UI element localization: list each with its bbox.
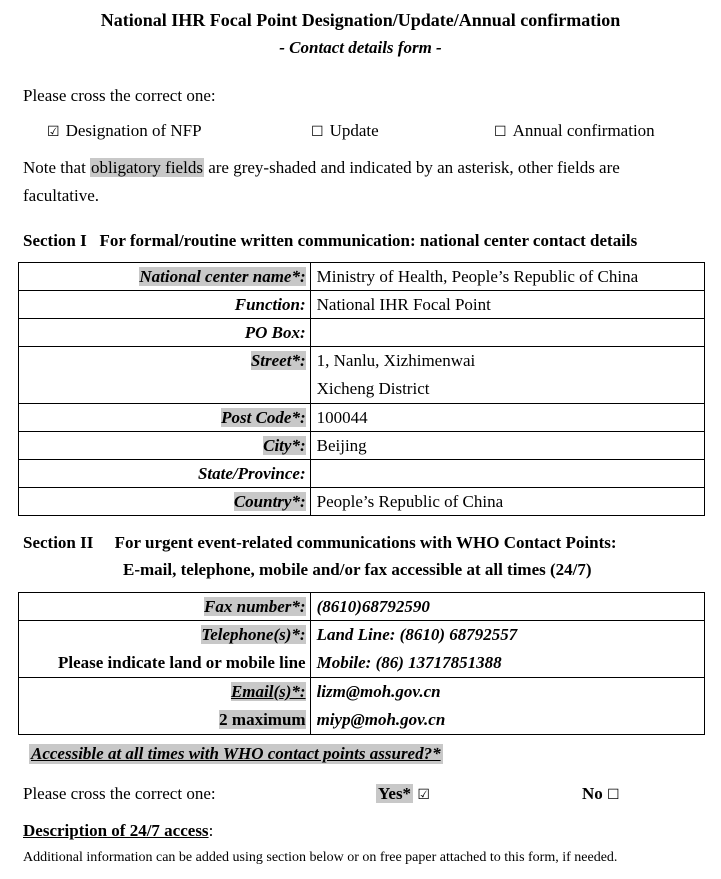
unchecked-box-icon[interactable]: ☐ bbox=[494, 124, 507, 140]
additional-info: Additional information can be added using section below or on free paper attached to this form, if needed. bbox=[23, 850, 618, 865]
field-value[interactable] bbox=[310, 460, 704, 488]
field-label: Street*: bbox=[250, 351, 306, 370]
field-label: State/Province: bbox=[197, 463, 306, 483]
telephone-value[interactable] bbox=[310, 621, 704, 678]
table-row bbox=[19, 460, 705, 488]
section1-table bbox=[18, 262, 705, 516]
yes-option[interactable] bbox=[376, 784, 436, 804]
description-label: Description of 24/7 access bbox=[23, 821, 209, 840]
email-value-2: miyp@moh.gov.cn bbox=[316, 710, 446, 729]
table-row bbox=[19, 678, 705, 735]
field-label: Function: bbox=[234, 294, 306, 314]
access-cross-prompt: Please cross the correct one: bbox=[23, 784, 216, 803]
field-label: Post Code*: bbox=[221, 407, 306, 427]
option-label: Update bbox=[329, 121, 379, 140]
street-line-2: Xicheng District bbox=[316, 379, 430, 398]
checked-box-icon[interactable]: ☑ bbox=[417, 787, 430, 803]
table-row bbox=[19, 404, 705, 432]
option-update[interactable] bbox=[311, 121, 379, 141]
note-shaded-text: obligatory fields bbox=[91, 158, 203, 177]
option-annual[interactable] bbox=[494, 121, 655, 141]
no-option[interactable] bbox=[582, 784, 626, 804]
note-line bbox=[23, 158, 620, 178]
field-value[interactable] bbox=[310, 319, 704, 347]
field-label: Country*: bbox=[233, 491, 306, 511]
option-designation[interactable] bbox=[47, 121, 202, 141]
field-value[interactable]: National IHR Focal Point bbox=[310, 291, 704, 319]
field-value[interactable]: Beijing bbox=[310, 432, 704, 460]
table-row bbox=[19, 319, 705, 347]
field-value[interactable] bbox=[310, 347, 704, 404]
table-row bbox=[19, 263, 705, 291]
table-row bbox=[19, 621, 705, 678]
field-value[interactable]: People’s Republic of China bbox=[310, 488, 704, 516]
description-colon: : bbox=[208, 821, 214, 840]
section2-table bbox=[18, 592, 705, 735]
note-text: are grey-shaded and indicated by an asterisk, other fields are bbox=[203, 158, 620, 177]
table-row bbox=[19, 488, 705, 516]
table-row bbox=[19, 432, 705, 460]
no-label: No bbox=[582, 784, 603, 803]
unchecked-box-icon[interactable]: ☐ bbox=[311, 124, 324, 140]
yes-label: Yes* bbox=[378, 784, 412, 803]
table-row bbox=[19, 347, 705, 404]
email-hint: 2 maximum bbox=[219, 710, 306, 729]
field-label: Telephone(s)*: bbox=[201, 625, 306, 644]
option-label: Annual confirmation bbox=[512, 121, 655, 140]
table-row bbox=[19, 593, 705, 621]
section2-subheading: E-mail, telephone, mobile and/or fax accessible at all times (24/7) bbox=[123, 560, 592, 579]
telephone-hint: Please indicate land or mobile line bbox=[57, 653, 306, 672]
checked-box-icon[interactable]: ☑ bbox=[47, 124, 60, 140]
section1-heading: Section I For formal/routine written communication: national center contact details bbox=[23, 231, 638, 250]
table-row bbox=[19, 291, 705, 319]
section2-heading: Section II For urgent event-related communications with WHO Contact Points: bbox=[23, 533, 617, 552]
description-heading bbox=[23, 821, 213, 841]
field-label: National center name*: bbox=[139, 266, 306, 286]
field-value[interactable]: Ministry of Health, People’s Republic of China bbox=[310, 263, 704, 291]
form-subtitle: - Contact details form - bbox=[279, 38, 442, 57]
street-line-1: 1, Nanlu, Xizhimenwai bbox=[316, 351, 476, 370]
mobile-value: Mobile: (86) 13717851388 bbox=[316, 653, 502, 672]
field-label: PO Box: bbox=[244, 322, 306, 342]
field-label: City*: bbox=[263, 435, 306, 455]
email-value-1: lizm@moh.gov.cn bbox=[316, 682, 441, 701]
fax-value[interactable]: (8610)68792590 bbox=[310, 593, 704, 621]
unchecked-box-icon[interactable]: ☐ bbox=[607, 787, 620, 803]
option-label: Designation of NFP bbox=[65, 121, 202, 140]
note-text: Note that bbox=[23, 158, 91, 177]
field-label: Fax number*: bbox=[204, 596, 306, 616]
field-label: Email(s)*: bbox=[230, 682, 306, 701]
email-value[interactable] bbox=[310, 678, 704, 735]
cross-prompt: Please cross the correct one: bbox=[23, 86, 216, 105]
landline-value: Land Line: (8610) 68792557 bbox=[316, 625, 518, 644]
form-title: National IHR Focal Point Designation/Update/Annual confirmation bbox=[100, 10, 621, 30]
access-question: Accessible at all times with WHO contact points assured?* bbox=[31, 744, 441, 763]
note-line-2: facultative. bbox=[23, 186, 99, 205]
field-value[interactable]: 100044 bbox=[310, 404, 704, 432]
